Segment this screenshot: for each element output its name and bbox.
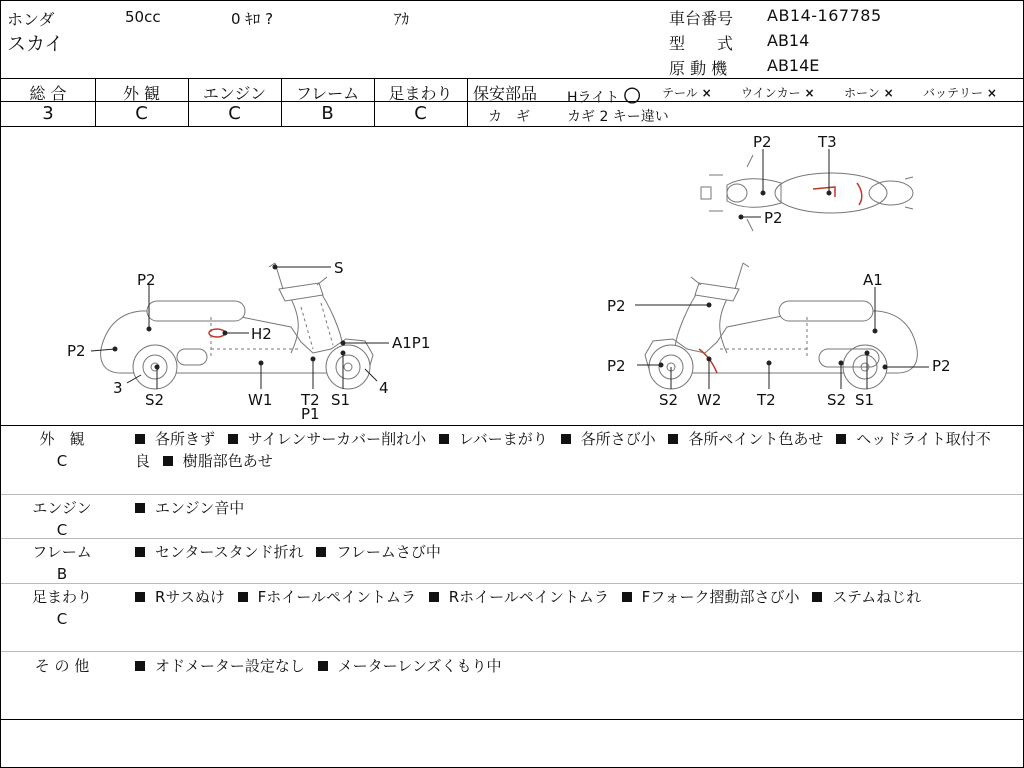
- grade-frame: B: [321, 103, 334, 124]
- remark-items-exterior: [135, 428, 1005, 472]
- diagram-label: P2: [764, 209, 783, 227]
- diagram-label: P2: [753, 133, 772, 151]
- engine-label: 原 動 機: [669, 59, 728, 78]
- divider: [1, 719, 1023, 720]
- diagram-label: P2: [932, 357, 951, 375]
- safety-item-label: バッテリー: [923, 86, 984, 100]
- diagram-label: P2: [67, 342, 86, 360]
- remark-item-text: サイレンサーカバー削れ小: [247, 430, 427, 448]
- safety-title: 保安部品: [473, 84, 538, 103]
- bullet-square-icon: [135, 547, 145, 557]
- bullet-square-icon: [439, 434, 449, 444]
- type-value: AB14: [767, 31, 810, 50]
- safety-item-label: ウインカー: [741, 86, 801, 100]
- remark-items-other: [135, 655, 1005, 677]
- type-label: 型 式: [669, 34, 734, 53]
- bullet-square-icon: [228, 434, 238, 444]
- remark-category-suspension: [7, 586, 117, 630]
- remark-category: そ の 他: [34, 657, 90, 675]
- remark-item: [318, 657, 502, 675]
- diagram-label: A1P1: [392, 334, 431, 352]
- grade-total: 3: [42, 103, 54, 124]
- safety-item-battery: [923, 84, 997, 101]
- safety-item-label: Hライト: [567, 90, 620, 106]
- diagram-label: P1: [301, 405, 320, 423]
- remark-item-text: フレームさび中: [336, 543, 441, 561]
- diagram-label: S2: [145, 391, 165, 409]
- remark-grade: C: [56, 452, 68, 470]
- remark-category: フレーム: [32, 543, 92, 561]
- bullet-square-icon: [238, 592, 248, 602]
- remark-item: [812, 588, 921, 606]
- remark-category-exterior: [7, 428, 117, 472]
- bullet-square-icon: [318, 661, 328, 671]
- remark-item: [316, 543, 440, 561]
- safety-item-label: ホーン: [844, 86, 880, 100]
- safety-item-headlight: [567, 82, 641, 107]
- remark-item: [135, 657, 305, 675]
- remark-item-text: オドメーター設定なし: [155, 657, 305, 675]
- frame-no-label: 車台番号: [669, 9, 734, 28]
- remark-item-text: ヘッドライト取付不良: [135, 430, 991, 470]
- remark-item-text: 各所ペイント色あせ: [688, 430, 824, 448]
- remark-category: 外 観: [39, 430, 85, 448]
- diagram-label: T2: [757, 391, 776, 409]
- remark-item-text: Rサスぬけ: [155, 588, 225, 606]
- grade-header-exterior: 外 観: [122, 84, 161, 103]
- bullet-square-icon: [622, 592, 632, 602]
- grade-exterior: C: [135, 103, 148, 124]
- bullet-square-icon: [135, 661, 145, 671]
- bullet-square-icon: [135, 434, 145, 444]
- diagram-label: S: [334, 259, 344, 277]
- remark-category: 足まわり: [31, 588, 92, 606]
- safety-item-mark: ×: [883, 86, 894, 100]
- remark-item: [429, 588, 609, 606]
- key-value: カギ 2 キー違い: [567, 109, 669, 125]
- diagram-label: S1: [331, 391, 351, 409]
- bullet-square-icon: [812, 592, 822, 602]
- remark-category-engine: [7, 497, 117, 541]
- diagram-label: W2: [697, 391, 722, 409]
- remark-item: [622, 588, 800, 606]
- diagram-label: P2: [607, 357, 626, 375]
- divider: [467, 101, 1023, 102]
- safety-item-horn: [844, 84, 894, 101]
- remark-item-text: 各所さび小: [580, 430, 656, 448]
- diagram-label: T2: [301, 391, 320, 409]
- diagram-label: S1: [855, 391, 875, 409]
- remark-item-text: メーターレンズくもり中: [337, 657, 502, 675]
- bullet-square-icon: [429, 592, 439, 602]
- remark-items-frame: [135, 541, 1005, 563]
- remark-grade: C: [56, 521, 68, 539]
- remark-item-text: レバーまがり: [458, 430, 548, 448]
- bullet-square-icon: [163, 456, 173, 466]
- damage-diagram: [1, 127, 1023, 425]
- divider: [1, 78, 1023, 79]
- engine-value: AB14E: [767, 56, 820, 75]
- remark-category-other: [7, 655, 117, 677]
- remark-item: [561, 430, 656, 448]
- remark-item: [228, 430, 426, 448]
- bullet-square-icon: [135, 503, 145, 513]
- grade-header-total: 総 合: [29, 84, 67, 103]
- diagram-label: S2: [827, 391, 847, 409]
- remark-item: [135, 430, 215, 448]
- remark-item-text: センタースタンド折れ: [155, 543, 304, 561]
- bullet-square-icon: [561, 434, 571, 444]
- remark-item: [668, 430, 823, 448]
- diagram-label: 3: [113, 379, 123, 397]
- divider: [467, 78, 468, 126]
- remark-item: [135, 588, 225, 606]
- bullet-square-icon: [668, 434, 678, 444]
- diagram-label: T3: [818, 133, 837, 151]
- divider: [1, 651, 1023, 652]
- remark-item: [238, 588, 416, 606]
- remark-item-text: Fホイールペイントムラ: [257, 588, 416, 606]
- diagram-label: P2: [137, 271, 156, 289]
- maker: ホンダ: [7, 10, 55, 29]
- remark-grade: B: [56, 565, 68, 583]
- divider: [1, 583, 1023, 584]
- frame-no: AB14-167785: [767, 6, 882, 25]
- grade-engine: C: [228, 103, 241, 124]
- remark-item: [135, 499, 244, 517]
- diagram-label: 4: [379, 379, 389, 397]
- safety-item-mark: ×: [701, 86, 712, 100]
- bullet-square-icon: [316, 547, 326, 557]
- remark-items-engine: [135, 497, 1005, 519]
- bullet-square-icon: [836, 434, 846, 444]
- remark-items-suspension: [135, 586, 1005, 608]
- grade-header-engine: エンジン: [202, 84, 267, 103]
- safety-item-mark: ×: [804, 86, 815, 100]
- scooter-top-view: [701, 155, 913, 231]
- divider: [1, 494, 1023, 495]
- remark-category: エンジン: [32, 499, 92, 517]
- model-name: スカイ: [7, 33, 64, 55]
- grade-header-frame: フレーム: [295, 84, 360, 103]
- displacement: 50cc: [125, 8, 161, 26]
- diagram-label: H2: [251, 325, 272, 343]
- bullet-square-icon: [135, 592, 145, 602]
- remark-item: [439, 430, 548, 448]
- mileage: 0 ｷﾛ ?: [231, 10, 274, 28]
- safety-item-label: テール: [662, 86, 698, 100]
- diagram-label: P2: [607, 297, 626, 315]
- safety-item-mark: 〇: [623, 87, 641, 107]
- remark-item-text: Fフォーク摺動部さび小: [641, 588, 800, 606]
- grade-header-suspension: 足まわり: [388, 84, 453, 103]
- remark-item-text: 樹脂部色あせ: [182, 452, 273, 470]
- remark-item-text: 各所きず: [155, 430, 216, 448]
- diagram-label: A1: [863, 271, 883, 289]
- divider: [1, 538, 1023, 539]
- diagram-label: W1: [248, 391, 273, 409]
- remark-category-frame: [7, 541, 117, 585]
- safety-item-tail: [662, 84, 712, 101]
- remark-item-text: ステムねじれ: [832, 588, 922, 606]
- remark-grade: C: [56, 610, 68, 628]
- grade-suspension: C: [414, 103, 427, 124]
- key-label: カ ギ: [488, 109, 530, 125]
- remark-item: [163, 452, 273, 470]
- safety-item-winker: [741, 84, 815, 101]
- divider: [1, 425, 1023, 426]
- diagram-label: S2: [659, 391, 679, 409]
- safety-item-mark: ×: [986, 86, 997, 100]
- color: ｱｶ: [394, 10, 410, 28]
- remark-item-text: Rホイールペイントムラ: [448, 588, 609, 606]
- remark-item-text: エンジン音中: [155, 499, 245, 517]
- remark-item: [135, 543, 304, 561]
